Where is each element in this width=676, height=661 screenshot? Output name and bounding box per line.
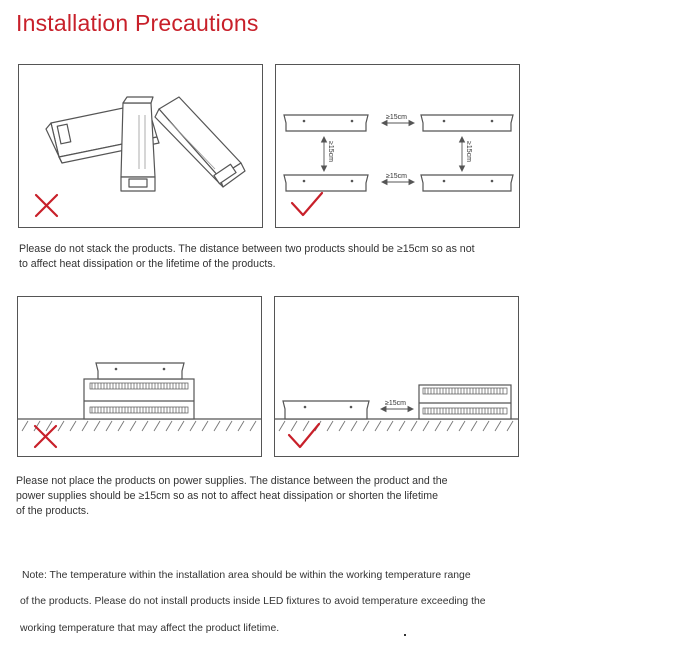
distance-label: ≥15cm (386, 114, 407, 121)
stacked-products-panel (18, 64, 263, 228)
power-supply-description-line: Please not place the products on power supplies. The distance between the product and the (16, 475, 448, 487)
distance-label: ≥15cm (385, 400, 406, 407)
product-beside-supply-panel (274, 296, 519, 457)
note-line: working temperature that may affect the product lifetime. (20, 623, 280, 634)
distance-label: ≥15cm (327, 141, 334, 162)
check-icon (275, 297, 518, 456)
cross-icon (18, 297, 261, 456)
stacking-description-line: Please do not stack the products. The distance between two products should be ≥15cm so as not (19, 243, 475, 255)
distance-label: ≥15cm (465, 141, 472, 162)
stacking-description (19, 242, 475, 272)
spaced-products-panel (275, 64, 520, 228)
check-icon (276, 65, 519, 227)
page-title: Installation Precautions (16, 10, 259, 36)
note-line: Note: The temperature within the installation area should be within the working temperature range (22, 570, 471, 581)
stray-dot (404, 634, 406, 636)
cross-icon (19, 65, 262, 227)
note-line: of the products. Please do not install products inside LED fixtures to avoid temperature exceeding the (20, 596, 486, 607)
power-supply-description (16, 474, 448, 519)
product-on-supply-panel (17, 296, 262, 457)
power-supply-description-line: of the products. (16, 505, 90, 517)
stacking-description-line: to affect heat dissipation or the lifetime of the products. (19, 258, 276, 270)
distance-label: ≥15cm (386, 173, 407, 180)
power-supply-description-line: power supplies should be ≥15cm so as not to affect heat dissipation or shorten the lifetime (16, 490, 438, 502)
